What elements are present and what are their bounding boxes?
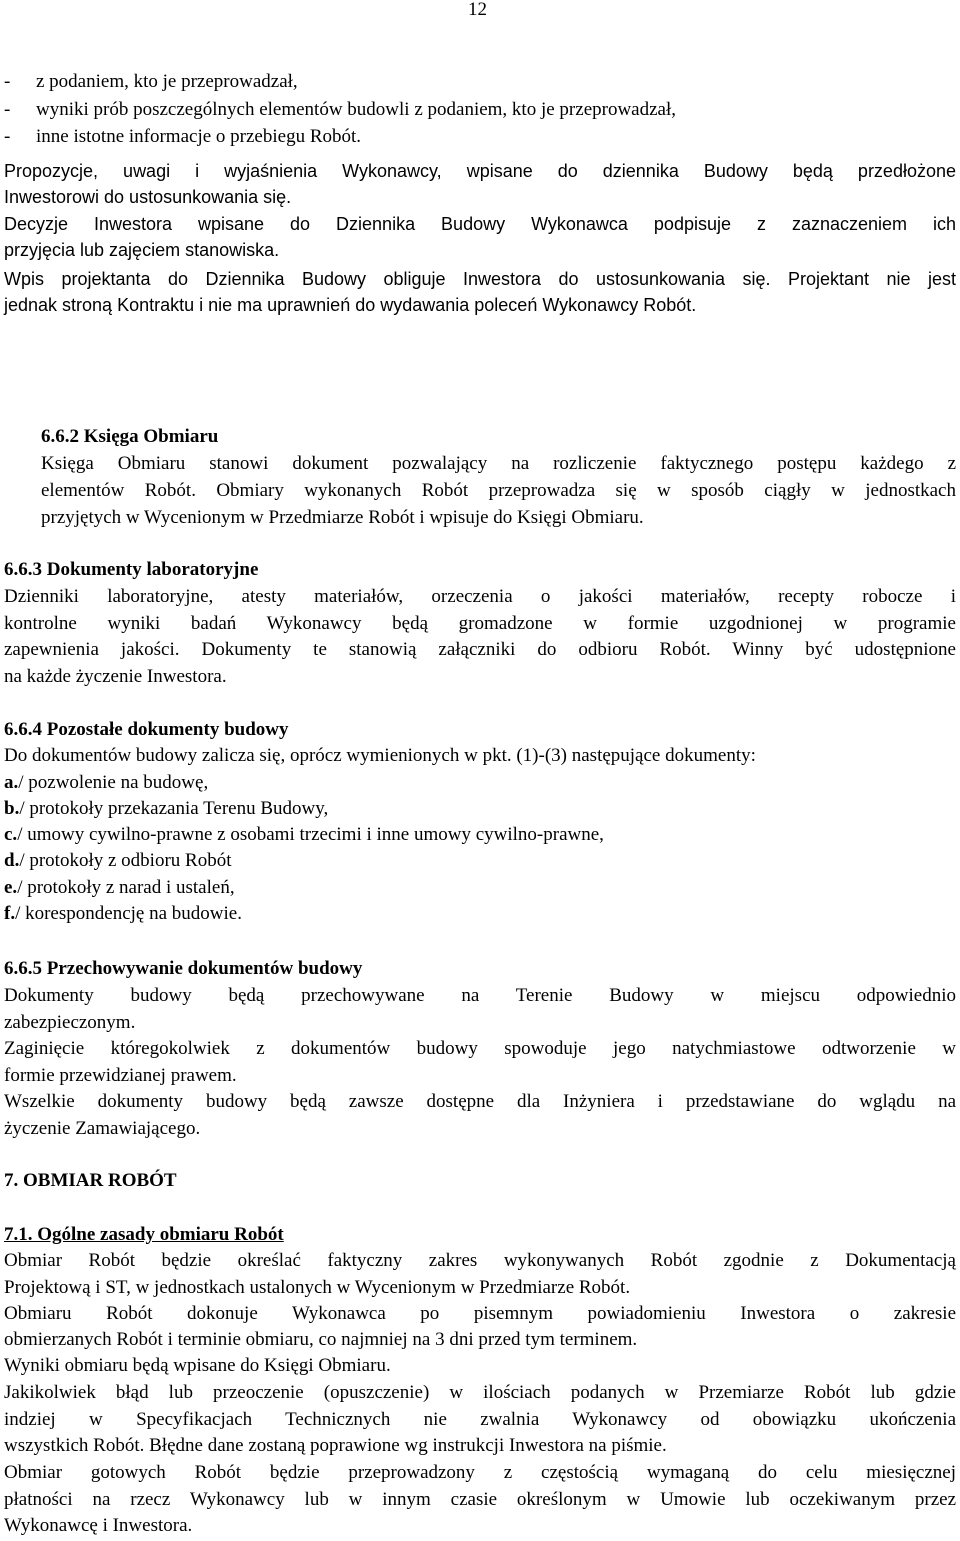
bullet-item: - wyniki prób poszczególnych elementów budowli z podaniem, kto je przeprowadzał, [4,99,676,120]
paragraph-line: przyjęcia lub zajęciem stanowiska. [4,240,280,260]
paragraph-line: elementów Robót. Obmiary wykonanych Robót przeprowadza się w sposób ciągły w jednostkach [41,480,956,501]
section-heading: 7.1. Ogólne zasady obmiaru Robót [4,1224,284,1245]
paragraph-line: Wykonawcę i Inwestora. [4,1515,193,1536]
section-heading: 6.6.2 Księga Obmiaru [41,426,219,447]
bullet-item: - z podaniem, kto je przeprowadzał, [4,71,298,92]
paragraph-line: Obmiaru Robót dokonuje Wykonawca po pisemnym powiadomieniu Inwestora o zakresie [4,1303,956,1324]
paragraph-line: Wyniki obmiaru będą wpisane do Księgi Obmiaru. [4,1355,391,1376]
paragraph-line: wszystkich Robót. Błędne dane zostaną poprawione wg instrukcji Inwestora na piśmie. [4,1435,667,1456]
paragraph-line: Propozycje, uwagi i wyjaśnienia Wykonawcy, wpisane do dziennika Budowy będą przedłożone [4,161,956,181]
paragraph-line: Obmiar Robót będzie określać faktyczny zakres wykonywanych Robót zgodnie z Dokumentacją [4,1250,956,1271]
paragraph-line: Do dokumentów budowy zalicza się, oprócz wymienionych w pkt. (1)-(3) następujące dokumenty: [4,745,756,766]
list-item: b./ protokoły przekazania Terenu Budowy, [4,798,329,819]
paragraph-line: zapewnienia jakości. Dokumenty te stanowią załączniki do odbioru Robót. Winny być udostępnione [4,639,956,660]
chapter-heading: 7. OBMIAR ROBÓT [4,1170,177,1191]
paragraph-line: jednak stroną Kontraktu i nie ma uprawnień do wydawania poleceń Wykonawcy Robót. [4,295,697,315]
paragraph-line: Dzienniki laboratoryjne, atesty materiałów, orzeczenia o jakości materiałów, recepty robocze i [4,586,956,607]
page-number: 12 [468,0,487,20]
list-item: d./ protokoły z odbioru Robót [4,850,232,871]
paragraph-line: na każde życzenie Inwestora. [4,666,227,687]
paragraph-line: indziej w Specyfikacjach Technicznych nie zwalnia Wykonawcy od obowiązku ukończenia [4,1409,956,1430]
section-heading: 6.6.5 Przechowywanie dokumentów budowy [4,958,363,979]
paragraph-line: przyjętych w Wycenionym w Przedmiarze Robót i wpisuje do Księgi Obmiaru. [41,507,644,528]
paragraph-line: płatności na rzecz Wykonawcy lub w innym czasie określonym w Umowie lub oczekiwanym przez [4,1489,956,1510]
list-item: c./ umowy cywilno-prawne z osobami trzecimi i inne umowy cywilno-prawne, [4,824,604,845]
paragraph-line: życzenie Zamawiającego. [4,1118,201,1139]
paragraph-line: Dokumenty budowy będą przechowywane na Terenie Budowy w miejscu odpowiednio [4,985,956,1006]
paragraph-line: Księga Obmiaru stanowi dokument pozwalający na rozliczenie faktycznego postępu każdego z [41,453,956,474]
paragraph-line: kontrolne wyniki badań Wykonawcy będą gromadzone w formie uzgodnionej w programie [4,613,956,634]
paragraph-line: Projektową i ST, w jednostkach ustalonych w Wycenionym w Przedmiarze Robót. [4,1277,631,1298]
paragraph-line: Decyzje Inwestora wpisane do Dziennika Budowy Wykonawca podpisuje z zaznaczeniem ich [4,214,956,234]
list-item: e./ protokoły z narad i ustaleń, [4,877,235,898]
paragraph-line: Zaginięcie któregokolwiek z dokumentów budowy spowoduje jego natychmiastowe odtworzenie w [4,1038,956,1059]
paragraph-line: Inwestorowi do ustosunkowania się. [4,187,292,207]
list-item: f./ korespondencję na budowie. [4,903,242,924]
paragraph-line: zabezpieczonym. [4,1012,136,1033]
section-heading: 6.6.3 Dokumenty laboratoryjne [4,559,259,580]
paragraph-line: Obmiar gotowych Robót będzie przeprowadzony z częstością wymaganą do celu miesięcznej [4,1462,956,1483]
list-item: a./ pozwolenie na budowę, [4,772,209,793]
paragraph-line: obmierzanych Robót i terminie obmiaru, co najmniej na 3 dni przed tym terminem. [4,1329,638,1350]
paragraph-line: Wpis projektanta do Dziennika Budowy obliguje Inwestora do ustosunkowania się. Projektant nie jest [4,269,956,289]
paragraph-line: Jakikolwiek błąd lub przeoczenie (opuszczenie) w ilościach podanych w Przemiarze Robót lub gdzie [4,1382,956,1403]
bullet-item: - inne istotne informacje o przebiegu Robót. [4,126,362,147]
section-heading: 6.6.4 Pozostałe dokumenty budowy [4,719,289,740]
paragraph-line: Wszelkie dokumenty budowy będą zawsze dostępne dla Inżyniera i przedstawiane do wglądu na [4,1091,956,1112]
paragraph-line: formie przewidzianej prawem. [4,1065,237,1086]
